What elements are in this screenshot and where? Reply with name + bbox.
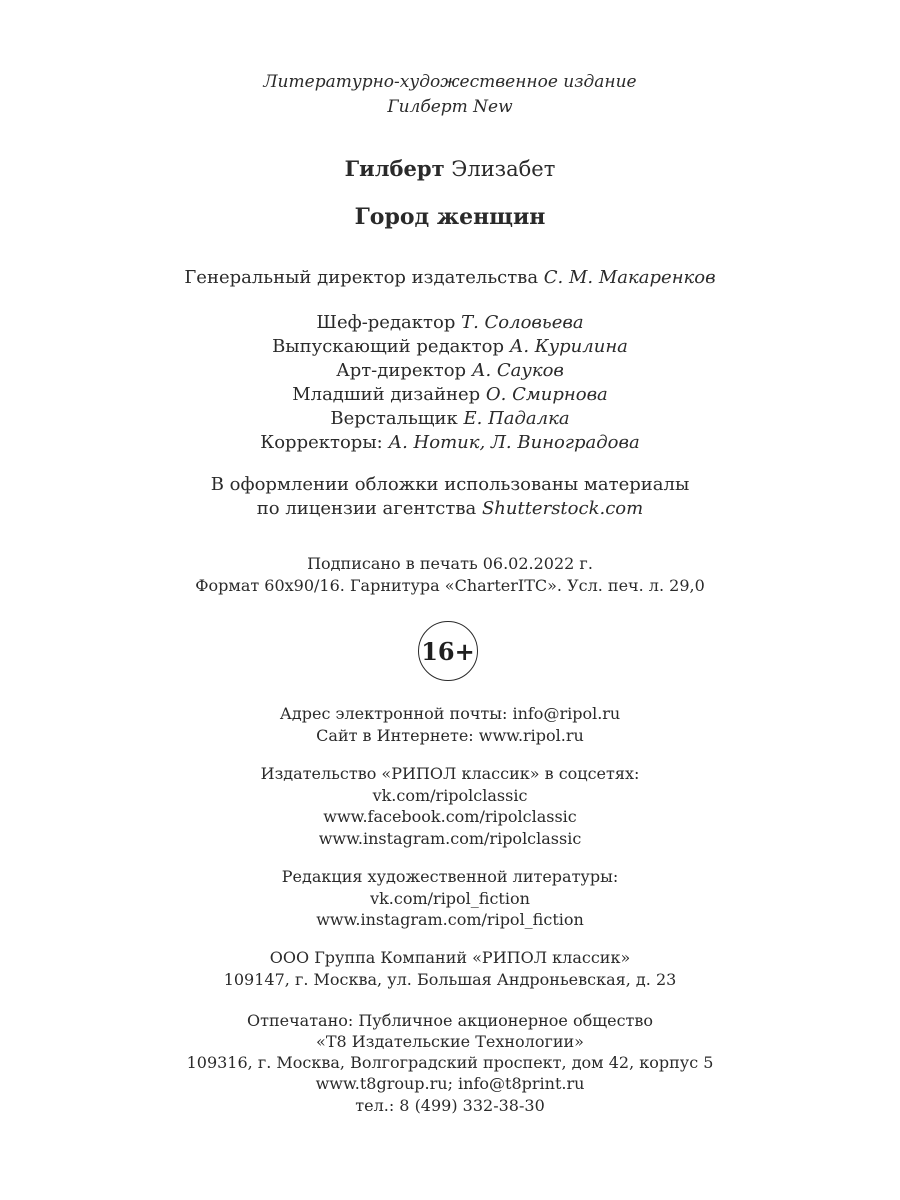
staff-line	[0, 359, 900, 383]
staff-name: Е. Падалка	[463, 408, 570, 429]
fiction-heading: Редакция художественной литературы:	[281, 867, 619, 886]
author-name: Элизабет	[451, 157, 556, 181]
staff-name: Т. Соловьева	[461, 312, 584, 333]
staff-role: Младший дизайнер	[292, 384, 481, 405]
staff-role: Шеф-редактор	[316, 312, 456, 333]
cover-note-prefix: по лицензии агентства	[256, 498, 477, 519]
general-director-name: С. М. Макаренков	[543, 267, 716, 288]
staff-role: Выпускающий редактор	[272, 336, 504, 357]
staff-name: А. Курилина	[509, 336, 628, 357]
printer-line: Отпечатано: Публичное акционерное общество	[246, 1011, 654, 1030]
general-director-role: Генеральный директор издательства	[184, 267, 539, 288]
staff-line	[0, 407, 900, 431]
staff-name: А. Сауков	[471, 360, 564, 381]
staff-name: О. Смирнова	[485, 384, 608, 405]
book-title: Город женщин	[354, 204, 546, 230]
cover-note-agency: Shutterstock.com	[481, 498, 644, 519]
staff-line	[0, 383, 900, 407]
publisher-address: 109147, г. Москва, ул. Большая Андроньевская, д. 23	[223, 970, 677, 989]
social-heading: Издательство «РИПОЛ классик» в соцсетях:	[260, 764, 640, 783]
contact-email: Адрес электронной почты: info@ripol.ru	[279, 704, 621, 723]
author-surname: Гилберт	[344, 156, 445, 181]
publisher-name: ООО Группа Компаний «РИПОЛ классик»	[269, 948, 631, 967]
staff-name: А. Нотик, Л. Виноградова	[388, 432, 640, 453]
staff-line	[0, 335, 900, 359]
series-label: Литературно-художественное издание	[263, 72, 637, 92]
signed-to-print: Подписано в печать 06.02.2022 г.	[307, 554, 593, 573]
printer-line: «Т8 Издательские Технологии»	[316, 1032, 584, 1051]
series-name: Гилберт New	[387, 97, 513, 117]
staff-role: Корректоры:	[260, 432, 383, 453]
social-link: www.instagram.com/ripolclassic	[318, 829, 582, 848]
social-link: vk.com/ripolclassic	[372, 786, 528, 805]
general-director-line	[0, 266, 900, 290]
cover-note-line: В оформлении обложки использованы материалы	[210, 474, 690, 495]
social-link: www.facebook.com/ripolclassic	[323, 807, 577, 826]
cover-note-agency-line	[0, 497, 900, 521]
staff-line	[0, 431, 900, 455]
printer-line: тел.: 8 (499) 332-38-30	[355, 1096, 545, 1115]
staff-role: Арт-директор	[336, 360, 467, 381]
printer-line: 109316, г. Москва, Волгоградский проспект, дом 42, корпус 5	[186, 1053, 714, 1072]
format-info: Формат 60x90/16. Гарнитура «CharterITC». Усл. печ. л. 29,0	[195, 576, 705, 595]
staff-role: Верстальщик	[330, 408, 458, 429]
age-rating-badge: 16+	[418, 621, 478, 681]
contact-site: Сайт в Интернете: www.ripol.ru	[316, 726, 584, 745]
printer-line: www.t8group.ru; info@t8print.ru	[315, 1074, 585, 1093]
fiction-link: www.instagram.com/ripol_fiction	[316, 910, 584, 929]
staff-line	[0, 311, 900, 335]
fiction-link: vk.com/ripol_fiction	[370, 889, 530, 908]
author-line	[0, 156, 900, 182]
